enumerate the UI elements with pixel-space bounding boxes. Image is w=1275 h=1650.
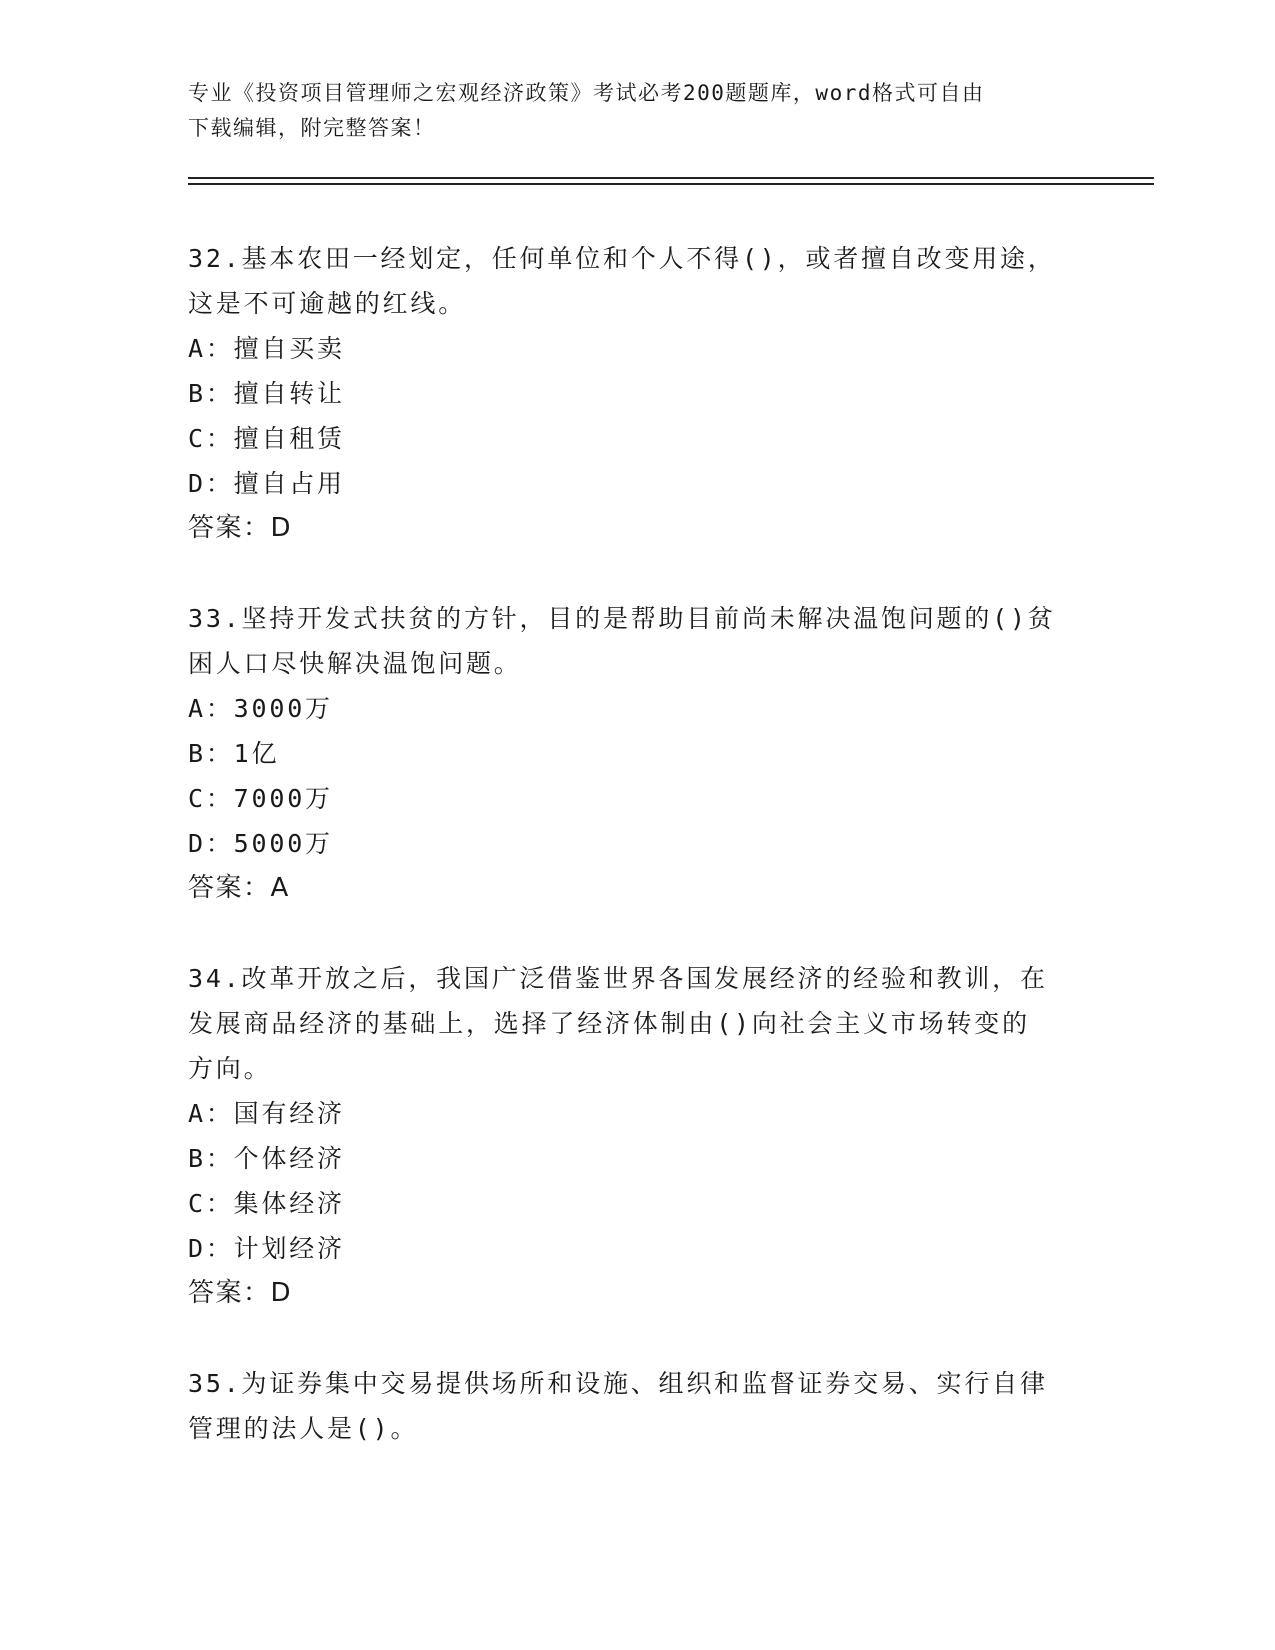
question-stem [188, 596, 1068, 686]
option-d: D：计划经济 [188, 1234, 345, 1263]
stem-line: 32.基本农田一经划定，任何单位和个人不得()，或者擅自改变用途， [188, 244, 1056, 273]
answer-line: 答案：A [188, 873, 290, 903]
question-stem [188, 236, 1068, 326]
option-c: C：7000万 [188, 784, 333, 813]
option-a: A：国有经济 [188, 1099, 345, 1128]
question-35 [188, 1361, 1068, 1451]
question-list [188, 236, 1068, 1451]
header-divider-bottom [188, 183, 1154, 185]
answer-line: 答案：D [188, 513, 293, 543]
document-header [188, 76, 1068, 146]
stem-line: 34.改革开放之后，我国广泛借鉴世界各国发展经济的经验和教训，在 [188, 964, 1048, 993]
option-d: D：擅自占用 [188, 469, 345, 498]
stem-line: 这是不可逾越的红线。 [188, 289, 467, 318]
header-divider-top [188, 177, 1154, 179]
answer-line: 答案：D [188, 1278, 293, 1308]
option-b: B：擅自转让 [188, 379, 345, 408]
option-b: B：1亿 [188, 739, 280, 768]
header-line-1: 专业《投资项目管理师之宏观经济政策》考试必考200题题库，word格式可自由 [188, 81, 985, 105]
question-32 [188, 236, 1068, 551]
stem-line: 33.坚持开发式扶贫的方针，目的是帮助目前尚未解决温饱问题的()贫 [188, 604, 1056, 633]
stem-line: 发展商品经济的基础上，选择了经济体制由()向社会主义市场转变的 [188, 1009, 1030, 1038]
question-stem [188, 1361, 1068, 1451]
stem-line: 困人口尽快解决温饱问题。 [188, 649, 522, 678]
question-stem [188, 956, 1068, 1091]
option-b: B：个体经济 [188, 1144, 345, 1173]
option-a: A：擅自买卖 [188, 334, 345, 363]
option-a: A：3000万 [188, 694, 333, 723]
option-d: D：5000万 [188, 829, 333, 858]
option-c: C：擅自租赁 [188, 424, 345, 453]
question-33 [188, 596, 1068, 911]
stem-line: 35.为证券集中交易提供场所和设施、组织和监督证券交易、实行自律 [188, 1369, 1048, 1398]
header-line-2: 下载编辑，附完整答案！ [188, 116, 436, 140]
option-c: C：集体经济 [188, 1189, 345, 1218]
stem-line: 方向。 [188, 1054, 272, 1083]
stem-line: 管理的法人是()。 [188, 1414, 419, 1443]
question-34 [188, 956, 1068, 1316]
